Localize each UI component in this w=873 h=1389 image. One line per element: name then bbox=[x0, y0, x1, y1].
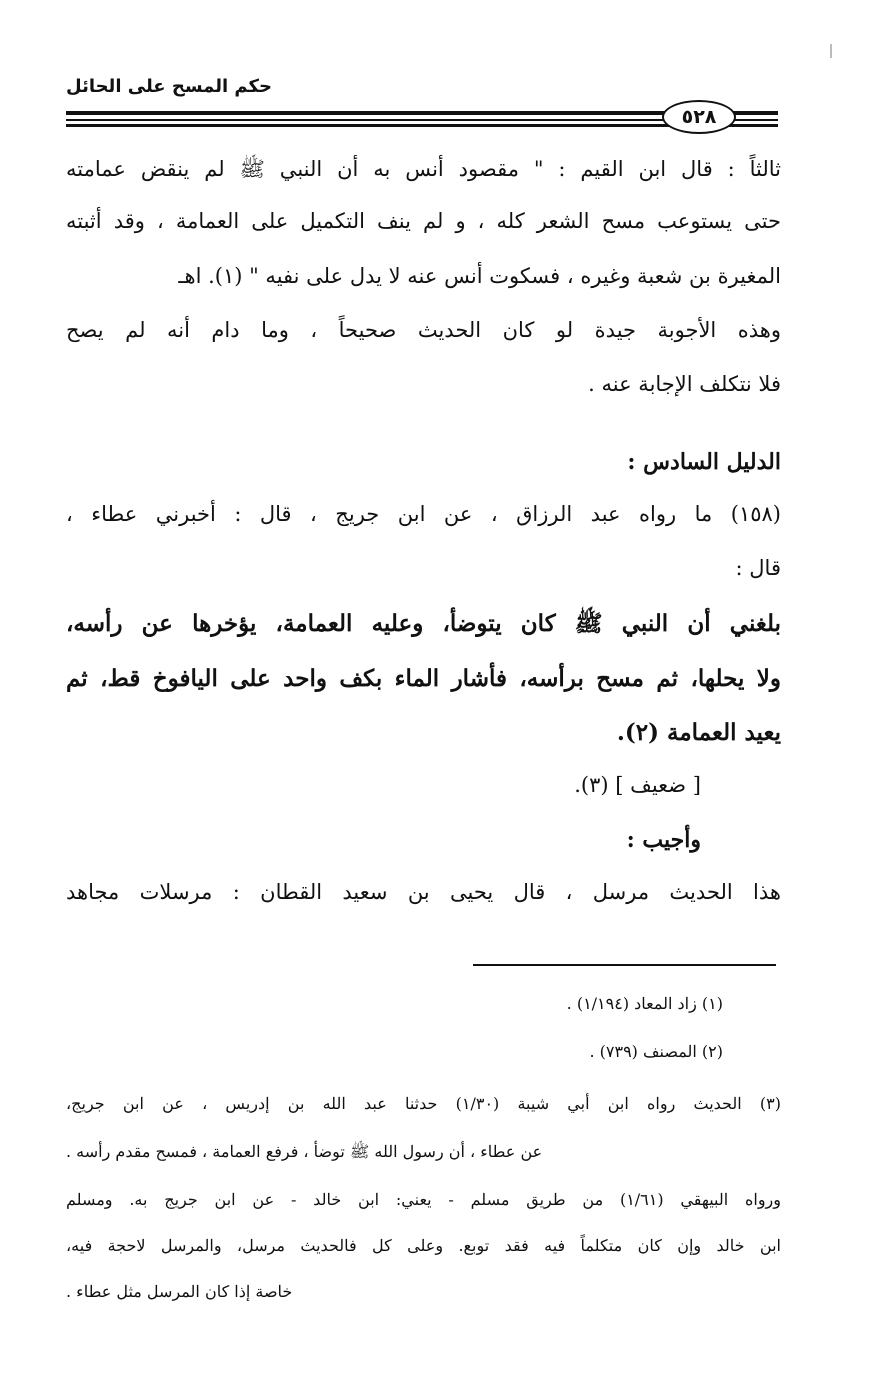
footnote: (٣) الحديث رواه ابن أبي شيبة (١/٣٠) حدثنا عبد الله بن إدريس ، عن ابن جريج، bbox=[66, 1094, 781, 1113]
body-line: المغيرة بن شعبة وغيره ، فسكوت أنس عنه لا يدل على نفيه " (١). اهـ bbox=[178, 264, 781, 288]
running-title: حكم المسح على الحائل bbox=[66, 76, 272, 97]
body-line: ثالثاً : قال ابن القيم : " مقصود أنس به أن النبي ﷺ لم ينقض عمامته bbox=[66, 157, 781, 181]
body-line: هذا الحديث مرسل ، قال يحيى بن سعيد القطان : مرسلات مجاهد bbox=[66, 880, 781, 904]
page-number: ٥٢٨ bbox=[662, 100, 736, 134]
footnote: (٢) المصنف (٧٣٩) . bbox=[589, 1042, 723, 1061]
footnote: (١) زاد المعاد (١/١٩٤) . bbox=[566, 994, 723, 1013]
body-line: وهذه الأجوبة جيدة لو كان الحديث صحيحاً ، وما دام أنه لم يصح bbox=[66, 318, 781, 342]
grade-label: [ ضعيف ] (٣). bbox=[574, 773, 701, 797]
body-line: (١٥٨) ما رواه عبد الرزاق ، عن ابن جريج ، قال : أخبرني عطاء ، bbox=[66, 502, 781, 526]
footnote: خاصة إذا كان المرسل مثل عطاء . bbox=[66, 1282, 293, 1301]
hadith-text: ولا يحلها، ثم مسح برأسه، فأشار الماء بكف واحد على اليافوخ قط، ثم bbox=[66, 665, 781, 692]
hadith-text: يعيد العمامة (٢). bbox=[616, 719, 781, 746]
body-line: قال : bbox=[735, 556, 781, 580]
answer-heading: وأجيب : bbox=[626, 827, 701, 853]
hadith-text: بلغني أن النبي ﷺ كان يتوضأ، وعليه العمامة، يؤخرها عن رأسه، bbox=[66, 610, 781, 637]
body-line: فلا نتكلف الإجابة عنه . bbox=[588, 372, 781, 396]
scan-mark bbox=[830, 44, 832, 58]
body-line: حتى يستوعب مسح الشعر كله ، و لم ينف التكميل على العمامة ، وقد أثبته bbox=[66, 209, 781, 233]
footnote: ابن خالد وإن كان متكلماً فيه فقد توبع. وعلى كل فالحديث مرسل، والمرسل لاحجة فيه، bbox=[66, 1236, 781, 1255]
footnote: عن عطاء ، أن رسول الله ﷺ توضأ ، فرفع العمامة ، فمسح مقدم رأسه . bbox=[66, 1142, 543, 1161]
footnote-separator bbox=[473, 964, 776, 966]
footnote: ورواه البيهقي (١/٦١) من طريق مسلم - يعني: ابن خالد - عن ابن جريج به. ومسلم bbox=[66, 1190, 781, 1209]
section-heading: الدليل السادس : bbox=[627, 449, 781, 475]
